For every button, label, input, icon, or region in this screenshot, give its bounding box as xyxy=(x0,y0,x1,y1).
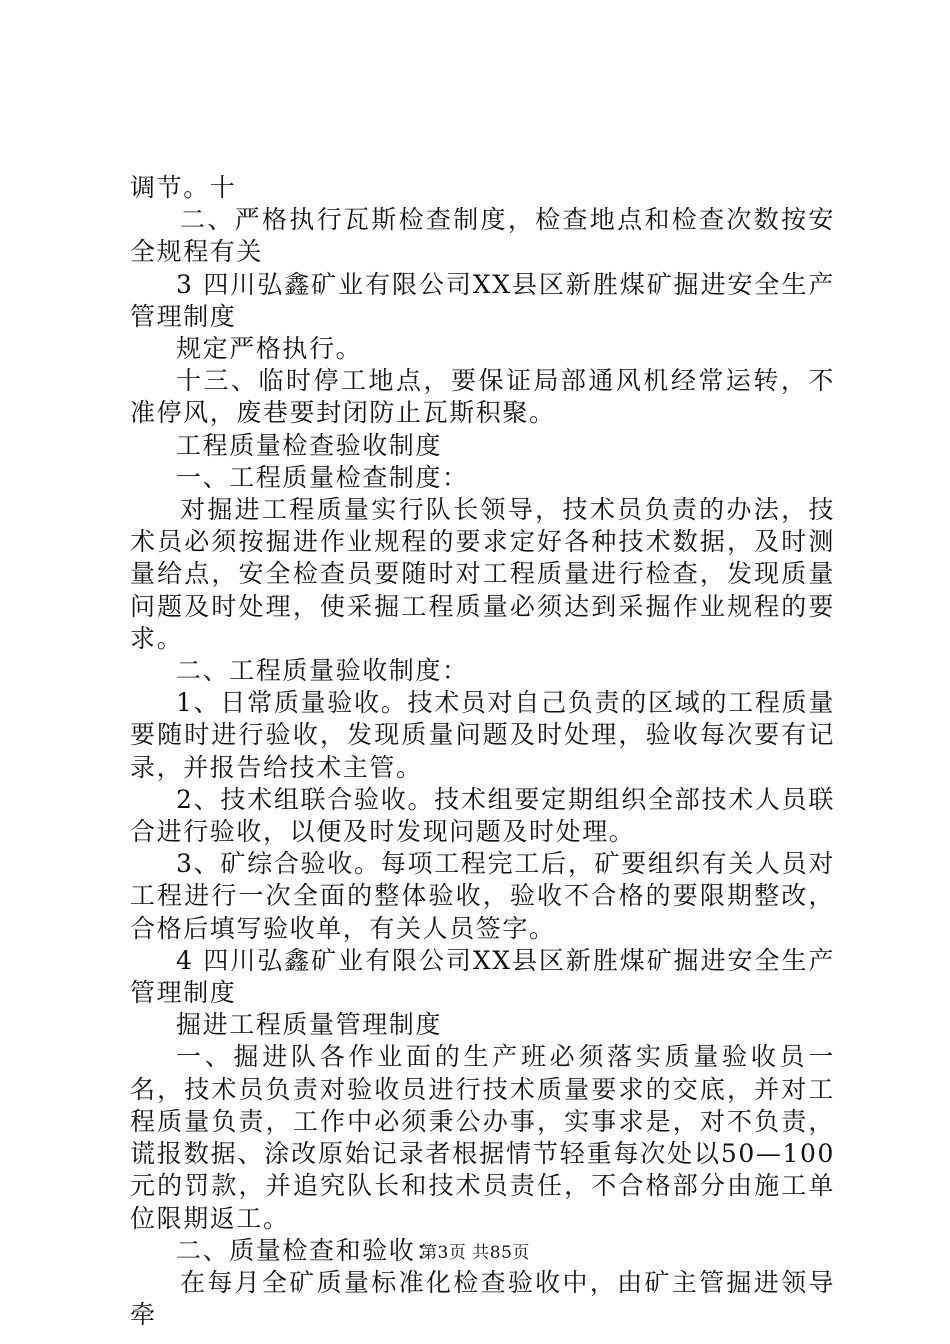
paragraph: 2、技术组联合验收。技术组要定期组织全部技术人员联合进行验收，以便及时发现问题及时处理。 xyxy=(130,784,835,847)
document-body xyxy=(130,172,835,1331)
paragraph: 4 四川弘鑫矿业有限公司XX县区新胜煤矿掘进安全生产管理制度 xyxy=(130,945,835,1008)
paragraph: 3、矿综合验收。每项工程完工后，矿要组织有关人员对工程进行一次全面的整体验收，验收不合格的要限期整改，合格后填写验收单，有关人员签字。 xyxy=(130,849,835,943)
paragraph: 1、日常质量验收。技术员对自己负责的区域的工程质量要随时进行验收，发现质量问题及时处理，验收每次要有记录，并报告给技术主管。 xyxy=(130,688,835,782)
paragraph: 一、工程质量检查制度： xyxy=(176,462,469,492)
paragraph: 十三、临时停工地点，要保证局部通风机经常运转，不准停风，废巷要封闭防止瓦斯积聚。 xyxy=(130,366,835,428)
paragraph: 3 四川弘鑫矿业有限公司XX县区新胜煤矿掘进安全生产管理制度 xyxy=(130,269,835,331)
paragraph: 二、严格执行瓦斯检查制度，检查地点和检查次数按安全规程有关 xyxy=(130,205,835,267)
paragraph: 二、质量检查和验收： xyxy=(176,1235,443,1265)
section-heading: 工程质量检查验收制度 xyxy=(176,430,443,460)
paragraph: 一、掘进队各作业面的生产班必须落实质量验收员一名，技术员负责对验收员进行技术质量要求的交底，并对工程质量负责，工作中必须秉公办事，实事求是，对不负责，谎报数据、涂改原始记录者根据情节轻重每次处以50—100元的罚款，并追究队长和技术员责任，不合格部分由施工单位限期返工。 xyxy=(130,1042,835,1233)
paragraph: 对掘进工程质量实行队长领导，技术员负责的办法，技术员必须按掘进作业规程的要求定好各种技术数据，及时测量给点，安全检查员要随时对工程质量进行检查，发现质量问题及时处理，使采掘工程质量必须达到采掘作业规程的要求。 xyxy=(130,495,835,653)
paragraph: 调节。十 xyxy=(130,173,237,202)
paragraph: 规定严格执行。 xyxy=(176,334,363,364)
page-number-footer: 第3页 共85页 xyxy=(420,1243,530,1263)
section-heading: 掘进工程质量管理制度 xyxy=(176,1010,443,1040)
paragraph: 二、工程质量验收制度： xyxy=(176,656,469,686)
paragraph: 在每月全矿质量标准化检查验收中，由矿主管掘进领导牵 xyxy=(130,1267,835,1330)
